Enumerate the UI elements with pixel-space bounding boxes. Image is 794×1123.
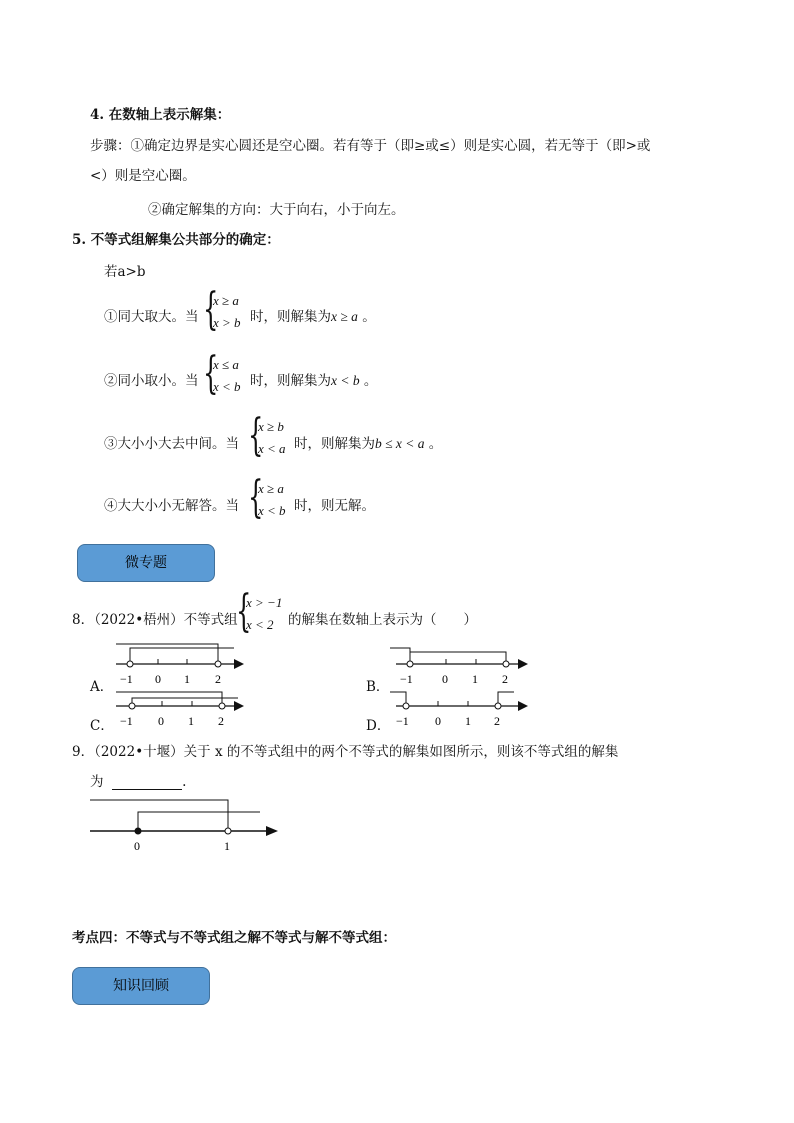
q8-suffix: 的解集在数轴上表示为（ ） xyxy=(288,612,477,628)
rule3-row1: x ≥ b xyxy=(258,419,284,434)
q8-option-b-numberline xyxy=(390,642,530,690)
brace-icon: { xyxy=(203,348,219,399)
open-circle-icon xyxy=(215,661,221,667)
open-circle-icon xyxy=(127,661,133,667)
solid-dot-icon xyxy=(135,828,141,834)
q9-ray-left xyxy=(90,800,228,831)
q9-line1: 9．（2022•十堰）关于 x 的不等式组中的两个不等式的解集如图所示，则该不等式组的解集 xyxy=(72,744,619,760)
q8-row2: x < 2 xyxy=(246,617,274,632)
section5-heading: 5. 不等式组解集公共部分的确定： xyxy=(72,232,280,248)
section4-step-line1: 步骤：①确定边界是实心圆还是空心圈。若有等于（即≥或≤）则是实心圆，若无等于（即>或 xyxy=(90,138,651,154)
q8-a-tick: −1 xyxy=(120,672,133,686)
section4-step-line2: <）则是空心圈。 xyxy=(90,168,196,184)
q8-d-tick: 1 xyxy=(465,714,471,728)
q9-tick: 0 xyxy=(134,839,140,853)
q9-numberline xyxy=(88,796,284,856)
arrow-icon xyxy=(518,659,528,669)
arrow-icon xyxy=(518,701,528,711)
rule3-result: b ≤ x < a xyxy=(375,436,425,451)
q8-prefix: 8．（2022•梧州）不等式组 xyxy=(72,612,238,628)
rule3-suffix: 时，则解集为b ≤ x < a 。 xyxy=(294,436,443,452)
q8-c-tick: 2 xyxy=(218,714,224,728)
q8-b-tick: 2 xyxy=(502,672,508,686)
q8-d-tick: −1 xyxy=(396,714,409,728)
open-circle-icon xyxy=(225,828,231,834)
rule1-prefix: ①同大取大。当 xyxy=(104,309,199,325)
q9-tick: 1 xyxy=(224,839,230,853)
brace-icon: { xyxy=(236,586,252,637)
brace-icon: { xyxy=(203,284,219,335)
rule1-row2: x > b xyxy=(213,315,241,330)
rule2-prefix: ②同小取小。当 xyxy=(104,373,199,389)
section4-step-line3: ②确定解集的方向：大于向右，小于向左。 xyxy=(148,202,405,218)
section5-premise: 若a>b xyxy=(104,264,146,280)
open-circle-icon xyxy=(219,703,225,709)
q8-option-a-numberline xyxy=(110,642,250,690)
q8-d-tick: 0 xyxy=(435,714,441,728)
q8-a-tick: 0 xyxy=(155,672,161,686)
rule2-row2: x < b xyxy=(213,379,241,394)
q8-d-tick: 2 xyxy=(494,714,500,728)
rule2-result: x < b xyxy=(331,373,360,388)
q8-option-a-label[interactable]: A． xyxy=(90,679,114,695)
q8-a-tick: 1 xyxy=(184,672,190,686)
arrow-icon xyxy=(266,826,278,836)
q8-a-tick: 2 xyxy=(215,672,221,686)
open-circle-icon xyxy=(129,703,135,709)
q8-option-c-label[interactable]: C． xyxy=(90,718,114,734)
q8-option-b-label[interactable]: B． xyxy=(366,679,390,695)
q8-b-ray-mid xyxy=(410,652,506,664)
section4-heading: 4. 在数轴上表示解集： xyxy=(90,107,231,123)
micro-topic-button[interactable]: 微专题 xyxy=(77,544,215,582)
rule4-prefix: ④大大小小无解答。当 xyxy=(104,498,239,514)
q8-b-tick: 1 xyxy=(472,672,478,686)
q8-c-tick: −1 xyxy=(120,714,133,728)
rule1-row1: x ≥ a xyxy=(213,293,239,308)
q8-option-d-label[interactable]: D． xyxy=(366,718,391,734)
open-circle-icon xyxy=(503,661,509,667)
rule1-suffix: 时，则解集为x ≥ a 。 xyxy=(250,309,376,325)
kaodian4-heading: 考点四：不等式与不等式组之解不等式与解不等式组： xyxy=(72,930,396,946)
open-circle-icon xyxy=(403,703,409,709)
q8-b-ray-left xyxy=(390,648,410,664)
brace-icon: { xyxy=(248,410,264,461)
q8-option-c-numberline xyxy=(110,688,250,730)
q8-b-tick: −1 xyxy=(400,672,413,686)
q8-b-tick: 0 xyxy=(442,672,448,686)
q8-c-tick: 1 xyxy=(188,714,194,728)
rule4-row2: x < b xyxy=(258,503,286,518)
rule2-suffix: 时，则解集为x < b 。 xyxy=(250,373,378,389)
arrow-icon xyxy=(234,701,244,711)
q8-row1: x > −1 xyxy=(246,595,283,610)
knowledge-review-button[interactable]: 知识回顾 xyxy=(72,967,210,1005)
arrow-icon xyxy=(234,659,244,669)
rule3-prefix: ③大小小大去中间。当 xyxy=(104,436,239,452)
q8-c-tick: 0 xyxy=(158,714,164,728)
rule3-row2: x < a xyxy=(258,441,286,456)
rule4-row1: x ≥ a xyxy=(258,481,284,496)
rule4-suffix: 时，则无解。 xyxy=(294,498,375,514)
q9-answer-blank[interactable] xyxy=(112,775,182,790)
rule2-row1: x ≤ a xyxy=(213,357,239,372)
open-circle-icon xyxy=(495,703,501,709)
brace-icon: { xyxy=(248,472,264,523)
q8-system xyxy=(236,586,296,638)
q9-line2: 为 . xyxy=(90,774,187,790)
q9-ray-right xyxy=(138,812,260,831)
rule1-result: x ≥ a xyxy=(331,309,358,324)
open-circle-icon xyxy=(407,661,413,667)
q8-option-d-numberline xyxy=(390,688,530,730)
